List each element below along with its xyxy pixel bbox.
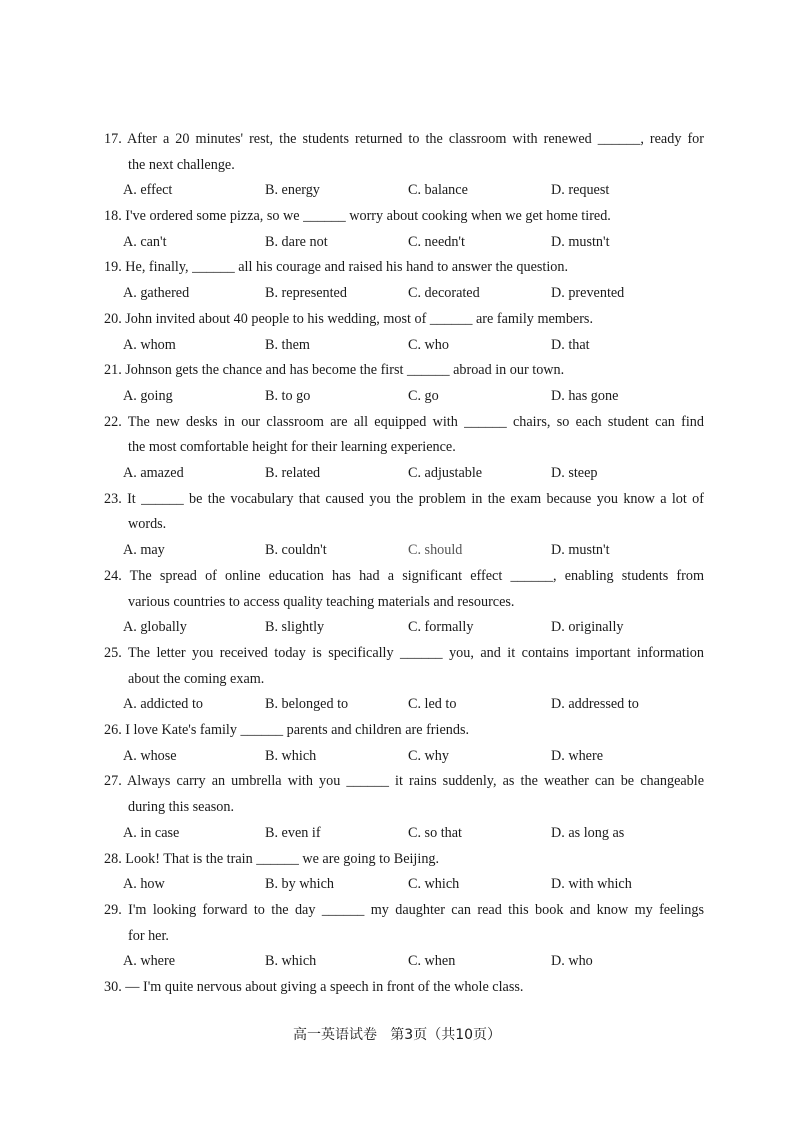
option-row [104, 692, 704, 718]
option-d[interactable]: D. addressed to [551, 696, 639, 713]
question-stem-continued: the next challenge. [128, 156, 235, 173]
option-row [104, 230, 704, 256]
option-a[interactable]: A. may [123, 542, 165, 559]
option-a[interactable]: A. can't [123, 233, 167, 250]
question-23 [104, 487, 704, 564]
question-21 [104, 358, 704, 409]
option-row [104, 461, 704, 487]
option-c[interactable]: C. adjustable [408, 465, 483, 482]
option-row [104, 384, 704, 410]
option-a[interactable]: A. whose [123, 747, 177, 764]
question-25 [104, 641, 704, 718]
option-c[interactable]: C. so that [408, 824, 462, 841]
option-c[interactable]: C. led to [408, 696, 457, 713]
option-c[interactable]: C. who [408, 336, 449, 353]
question-stem-continued: various countries to access quality teaching materials and resources. [128, 593, 515, 610]
question-stem: 24. The spread of online education has had a significant effect ______, enabling students from [104, 567, 704, 584]
option-row [104, 281, 704, 307]
question-27 [104, 769, 704, 846]
option-a[interactable]: A. whom [123, 336, 176, 353]
option-row [104, 615, 704, 641]
option-a[interactable]: A. globally [123, 619, 187, 636]
option-d[interactable]: D. as long as [551, 824, 625, 841]
option-a[interactable]: A. addicted to [123, 696, 203, 713]
option-c[interactable]: C. balance [408, 182, 468, 199]
question-stem: 21. Johnson gets the chance and has become the first ______ abroad in our town. [104, 362, 565, 379]
option-d[interactable]: D. that [551, 336, 590, 353]
option-c[interactable]: C. needn't [408, 233, 465, 250]
question-stem: 17. After a 20 minutes' rest, the students returned to the classroom with renewed ______, ready for [104, 131, 704, 147]
option-a[interactable]: A. effect [123, 182, 173, 199]
question-stem: 30. — I'm quite nervous about giving a speech in front of the whole class. [104, 979, 524, 995]
option-b[interactable]: B. dare not [265, 233, 328, 250]
option-a[interactable]: A. gathered [123, 285, 190, 302]
question-stem: 18. I've ordered some pizza, so we ______ worry about cooking when we get home tired. [104, 208, 611, 225]
option-d[interactable]: D. originally [551, 619, 624, 636]
option-b[interactable]: B. which [265, 953, 317, 970]
option-c[interactable]: C. decorated [408, 285, 480, 302]
option-b[interactable]: B. represented [265, 285, 347, 302]
question-stem-continued: during this season. [128, 799, 235, 816]
option-a[interactable]: A. in case [123, 824, 180, 841]
option-d[interactable]: D. request [551, 182, 610, 199]
question-stem-continued: words. [128, 516, 167, 533]
question-list [104, 127, 704, 1001]
option-c[interactable]: C. when [408, 953, 456, 970]
question-30 [104, 975, 704, 1001]
question-stem: 29. I'm looking forward to the day ______ my daughter can read this book and know my feelings [104, 901, 704, 918]
option-a[interactable]: A. amazed [123, 465, 184, 482]
option-b[interactable]: B. them [265, 336, 310, 353]
option-c[interactable]: C. formally [408, 619, 474, 636]
option-d[interactable]: D. with which [551, 876, 632, 893]
question-stem: 28. Look! That is the train ______ we are going to Beijing. [104, 850, 440, 867]
question-stem: 20. John invited about 40 people to his wedding, most of ______ are family members. [104, 310, 593, 327]
option-a[interactable]: A. going [123, 387, 173, 404]
question-19 [104, 255, 704, 306]
option-c[interactable]: C. which [408, 876, 460, 893]
question-stem-continued: about the coming exam. [128, 670, 265, 687]
option-b[interactable]: B. by which [265, 876, 334, 893]
question-stem: 27. Always carry an umbrella with you ______ it rains suddenly, as the weather can be changeable [104, 773, 704, 790]
option-c[interactable]: C. go [408, 387, 439, 404]
option-row [104, 872, 704, 898]
option-d[interactable]: D. who [551, 953, 593, 970]
option-b[interactable]: B. related [265, 465, 321, 482]
option-row [104, 744, 704, 770]
question-28 [104, 847, 704, 898]
option-d[interactable]: D. prevented [551, 285, 625, 302]
option-b[interactable]: B. couldn't [265, 542, 327, 559]
option-b[interactable]: B. which [265, 747, 317, 764]
option-d[interactable]: D. mustn't [551, 542, 610, 559]
page-footer: 高一英语试卷 第3页（共10页） [292, 1027, 502, 1043]
option-b[interactable]: B. to go [265, 387, 311, 404]
question-26 [104, 718, 704, 769]
option-row [104, 538, 704, 564]
question-stem: 19. He, finally, ______ all his courage and raised his hand to answer the question. [104, 259, 569, 276]
question-stem: 22. The new desks in our classroom are all equipped with ______ chairs, so each student can find [104, 413, 704, 430]
question-29 [104, 898, 704, 975]
option-b[interactable]: B. slightly [265, 619, 325, 636]
question-18 [104, 204, 704, 255]
question-stem: 25. The letter you received today is specifically ______ you, and it contains important information [104, 644, 704, 661]
option-c[interactable]: C. why [408, 747, 449, 764]
option-a[interactable]: A. how [123, 876, 165, 893]
option-b[interactable]: B. energy [265, 182, 320, 199]
option-d[interactable]: D. has gone [551, 387, 619, 404]
question-stem-continued: for her. [128, 927, 169, 944]
option-b[interactable]: B. even if [265, 824, 321, 841]
option-d[interactable]: D. mustn't [551, 233, 610, 250]
question-17 [104, 127, 704, 204]
option-row [104, 333, 704, 359]
option-row [104, 821, 704, 847]
question-stem-continued: the most comfortable height for their learning experience. [128, 439, 456, 456]
option-b[interactable]: B. belonged to [265, 696, 349, 713]
option-row [104, 949, 704, 975]
option-d[interactable]: D. steep [551, 465, 598, 482]
option-c[interactable]: C. should [408, 542, 463, 559]
question-stem: 26. I love Kate's family ______ parents and children are friends. [104, 722, 470, 739]
option-row [104, 178, 704, 204]
question-24 [104, 564, 704, 641]
option-a[interactable]: A. where [123, 953, 175, 970]
question-20 [104, 307, 704, 358]
option-d[interactable]: D. where [551, 747, 603, 764]
question-stem: 23. It ______ be the vocabulary that caused you the problem in the exam because you know a lot of [104, 490, 704, 507]
question-22 [104, 410, 704, 487]
